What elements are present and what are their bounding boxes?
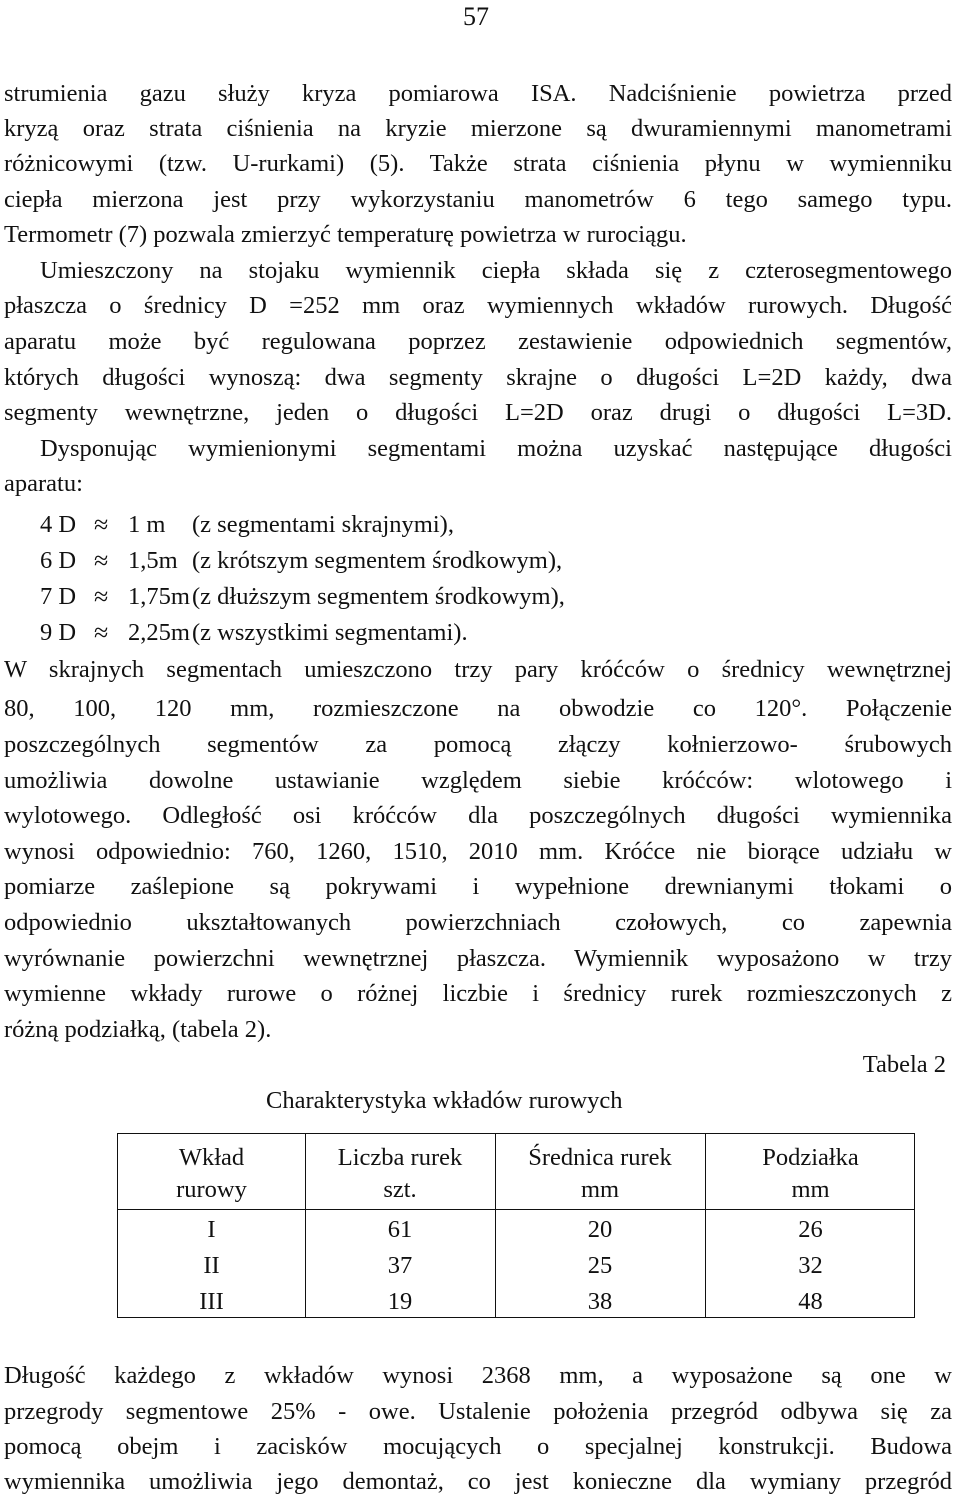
text-line: przegrody segmentowe 25% - owe. Ustalenie położenia przegród odbywa się za <box>4 1398 952 1425</box>
text-line: których długości wynoszą: dwa segmenty skrajne o długości L=2D każdy, dwa <box>4 364 952 391</box>
text-line: pomiarze zaślepione są pokrywami i wypełnione drewnianymi tłokami o <box>4 873 952 900</box>
table-cell: 37 <box>387 1252 413 1279</box>
table-title: Charakterystyka wkładów rurowych <box>266 1087 623 1114</box>
approx-icon: ≈ <box>94 546 109 575</box>
header-divider <box>118 1209 914 1210</box>
table-header-cell: Podziałka mm <box>762 1144 859 1203</box>
text-line: wylotowego. Odległość osi króćców dla poszczególnych długości wymiennika <box>4 802 952 829</box>
table-cell: 38 <box>587 1288 613 1315</box>
list-d: 4 D <box>40 511 77 538</box>
text-line: płaszcza o średnicy D =252 mm oraz wymiennych wkładów rurowych. Długość <box>4 292 952 319</box>
table-label: Tabela 2 <box>862 1051 946 1078</box>
table-cell: 25 <box>587 1252 613 1279</box>
list-d: 9 D <box>40 619 77 646</box>
table-header-cell: Średnica rurek mm <box>528 1144 672 1203</box>
text-line: segmenty wewnętrzne, jeden o długości L=2D oraz drugi o długości L=3D. <box>4 399 952 426</box>
list-length: 1,5m <box>128 547 178 574</box>
text-line: Termometr (7) pozwala zmierzyć temperaturę powietrza w rurociągu. <box>4 221 687 248</box>
list-desc: (z krótszym segmentem środkowym), <box>192 547 563 574</box>
text-line: W skrajnych segmentach umieszczono trzy pary króćców o średnicy wewnętrznej <box>4 656 952 683</box>
text-line: różnicowymi (tzw. U-rurkami) (5). Także strata ciśnienia płynu w wymienniku <box>4 150 952 177</box>
text-line: Umieszczony na stojaku wymiennik ciepła składa się z czterosegmentowego <box>40 257 952 284</box>
text-line: 80, 100, 120 mm, rozmieszczone na obwodzie co 120°. Połączenie <box>4 695 952 722</box>
list-d: 7 D <box>40 583 77 610</box>
text-line: różną podziałką, (tabela 2). <box>4 1016 272 1043</box>
list-desc: (z segmentami skrajnymi), <box>192 511 454 538</box>
table-cell: 26 <box>798 1216 823 1243</box>
table-header-cell: Liczba rurek szt. <box>337 1144 463 1203</box>
page-number: 57 <box>463 2 489 31</box>
text-line: umożliwia dowolne ustawianie względem siebie króćców: wlotowego i <box>4 767 952 794</box>
approx-icon: ≈ <box>94 582 109 611</box>
text-line: pomocą obejm i zacisków mocujących o specjalnej konstrukcji. Budowa <box>4 1433 952 1460</box>
text-line: Dysponując wymienionymi segmentami można uzyskać następujące długości <box>40 435 952 462</box>
table-cell: 61 <box>387 1216 413 1243</box>
text-line: aparatu może być regulowana poprzez zestawienie odpowiednich segmentów, <box>4 328 952 355</box>
table-cell: 32 <box>798 1252 823 1279</box>
list-desc: (z wszystkimi segmentami). <box>192 619 468 646</box>
text-line: odpowiednio ukształtowanych powierzchniach czołowych, co zapewnia <box>4 909 952 936</box>
list-desc: (z dłuższym segmentem środkowym), <box>192 583 565 610</box>
list-length: 2,25m <box>128 619 190 646</box>
list-length: 1,75m <box>128 583 190 610</box>
table-cell: I <box>207 1216 216 1243</box>
table-cell: III <box>199 1288 224 1315</box>
table-cell: 19 <box>387 1288 413 1315</box>
approx-icon: ≈ <box>94 510 109 539</box>
text-line: strumienia gazu służy kryza pomiarowa ISA. Nadciśnienie powietrza przed <box>4 80 952 107</box>
table-cell: 20 <box>587 1216 613 1243</box>
text-line: wyrównanie powierzchni wewnętrznej płaszcza. Wymiennik wyposażono w trzy <box>4 945 952 972</box>
table-cell: 48 <box>798 1288 823 1315</box>
text-line: poszczególnych segmentów za pomocą złączy kołnierzowo- śrubowych <box>4 731 952 758</box>
text-line: kryzą oraz strata ciśnienia na kryzie mierzone są dwuramiennymi manometrami <box>4 115 952 142</box>
data-table <box>117 1133 915 1318</box>
text-line: ciepła mierzona jest przy wykorzystaniu manometrów 6 tego samego typu. <box>4 186 952 213</box>
table-header-cell: Wkład rurowy <box>176 1144 247 1203</box>
text-line: wymiennika umożliwia jego demontaż, co jest konieczne dla wymiany przegród <box>4 1468 952 1495</box>
text-line: wymienne wkłady rurowe o różnej liczbie i średnicy rurek rozmieszczonych z <box>4 980 952 1007</box>
approx-icon: ≈ <box>94 618 109 647</box>
list-d: 6 D <box>40 547 77 574</box>
list-length: 1 m <box>128 511 166 538</box>
text-line: wynosi odpowiednio: 760, 1260, 1510, 2010 mm. Króćce nie biorące udziału w <box>4 838 952 865</box>
text-line: aparatu: <box>4 470 83 497</box>
table-cell: II <box>203 1252 220 1279</box>
text-line: Długość każdego z wkładów wynosi 2368 mm, a wyposażone są one w <box>4 1362 952 1389</box>
